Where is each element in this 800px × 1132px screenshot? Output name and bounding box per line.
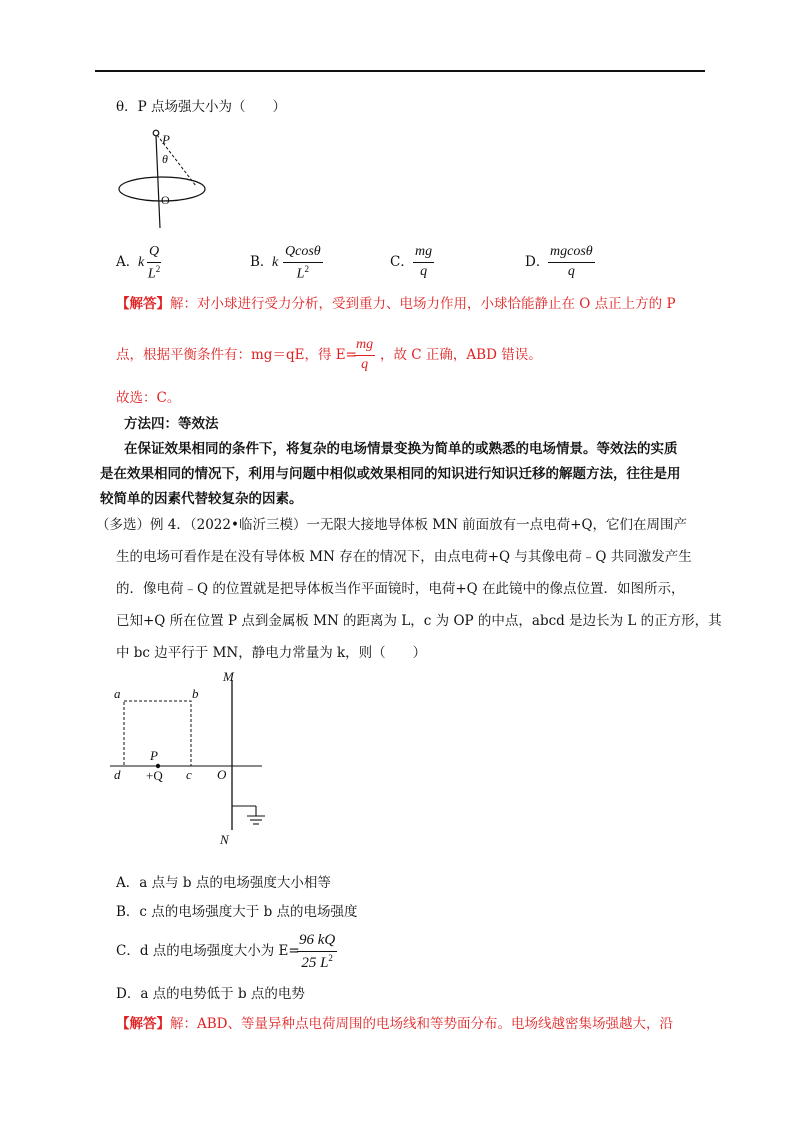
q1-option-a-den: L bbox=[147, 266, 156, 282]
q1-answer-tag: 【解答】 bbox=[116, 296, 170, 312]
q2-line-3: 的．像电荷﹣Q 的位置就是把导体板当作平面镜时，电荷+Q 在此镜中的像点位置．如图所示， bbox=[116, 581, 685, 597]
q1-option-c-den: q bbox=[420, 263, 428, 279]
method-line-3: 较简单的因素代替较复杂的因素。 bbox=[100, 491, 303, 507]
q2-figure-conductor bbox=[110, 668, 270, 848]
q2-option-c-num: 96 kQ bbox=[297, 933, 337, 952]
q2-answer-tag: 【解答】 bbox=[116, 1016, 170, 1032]
q2-option-c[interactable]: C．d 点的电场强度大小为 E= bbox=[116, 943, 300, 959]
q1-option-b-k: k bbox=[272, 255, 279, 270]
q1-string-line bbox=[156, 136, 160, 228]
q2-label-plusq: +Q bbox=[146, 768, 163, 783]
q1-option-a-den-exp: 2 bbox=[155, 263, 161, 274]
method-line-1: 在保证效果相同的条件下，将复杂的电场情景变换为简单的或熟悉的电场情景。等效法的实质 bbox=[124, 441, 678, 457]
q2-option-b[interactable]: B．c 点的电场强度大于 b 点的电场强度 bbox=[116, 904, 358, 920]
q2-answer-text: 解：ABD、等量异种点电荷周围的电场线和等势面分布。电场线越密集场强越大，沿 bbox=[170, 1016, 673, 1032]
q2-label-p: P bbox=[150, 748, 158, 763]
header-rule bbox=[95, 70, 705, 72]
q1-option-c-frac bbox=[413, 245, 434, 279]
q1-answer-frac-den: q bbox=[361, 356, 369, 372]
q1-answer-line1 bbox=[116, 298, 676, 312]
q1-answer-frac-num: mg bbox=[354, 338, 375, 356]
q1-answer-line2-b: ，故 C 正确，ABD 错误。 bbox=[380, 347, 542, 363]
q2-line-2: 生的电场可看作是在没有导体板 MN 存在的情况下，由点电荷+Q 与其像电荷﹣Q 共同激发产生 bbox=[116, 549, 692, 565]
q1-option-a-num: Q bbox=[147, 245, 161, 263]
method-title: 方法四：等效法 bbox=[124, 416, 219, 432]
q2-option-c-frac bbox=[297, 933, 337, 972]
q1-option-d-den: q bbox=[567, 263, 575, 279]
q1-option-b-num: Qcosθ bbox=[283, 245, 323, 263]
q2-label-d: d bbox=[114, 767, 121, 782]
q2-answer-line bbox=[116, 1018, 673, 1032]
q2-option-a[interactable]: A．a 点与 b 点的电场强度大小相等 bbox=[116, 875, 331, 891]
q2-label-o: O bbox=[217, 767, 227, 782]
q1-option-a-letter[interactable]: A． bbox=[116, 254, 140, 270]
q2-label-c: c bbox=[186, 767, 192, 782]
q1-option-a-frac bbox=[147, 245, 161, 282]
q1-point-p-dot bbox=[153, 130, 159, 136]
q1-choice: 故选：C。 bbox=[116, 390, 181, 406]
q2-line-1: （多选）例 4．（2022•临沂三模）一无限大接地导体板 MN 前面放有一点电荷+Q，它们在周围产 bbox=[96, 517, 688, 533]
q2-label-n: N bbox=[220, 832, 229, 847]
q1-answer-text-1: 解：对小球进行受力分析，受到重力、电场力作用，小球恰能静止在 O 点正上方的 P bbox=[170, 296, 676, 312]
q2-label-b: b bbox=[192, 686, 199, 701]
q2-line-4: 已知+Q 所在位置 P 点到金属板 MN 的距离为 L，c 为 OP 的中点，abcd 是边长为 L 的正方形，其 bbox=[116, 613, 722, 629]
method-line-2: 是在效果相同的情况下，利用与问题中相似或效果相同的知识进行知识迁移的解题方法，往往是用 bbox=[100, 466, 681, 482]
q1-option-d-frac bbox=[548, 245, 595, 279]
q1-option-b-letter[interactable]: B． bbox=[250, 254, 274, 270]
q1-option-b-den: L bbox=[296, 266, 305, 282]
q1-option-c-num: mg bbox=[413, 245, 434, 263]
q2-label-a: a bbox=[114, 686, 121, 701]
q1-answer-line2-a: 点，根据平衡条件有：mg＝qE，得 E= bbox=[116, 347, 357, 363]
q1-stem: θ．P 点场强大小为（ ） bbox=[116, 99, 287, 115]
q2-line-5: 中 bc 边平行于 MN，静电力常量为 k，则（ ） bbox=[116, 645, 427, 661]
q1-option-d-num: mgcosθ bbox=[548, 245, 595, 263]
q2-option-c-den: 25 L bbox=[301, 954, 329, 971]
q1-option-a-k: k bbox=[138, 255, 145, 270]
q1-option-d-letter[interactable]: D． bbox=[525, 254, 550, 270]
q1-label-theta: θ bbox=[162, 152, 168, 166]
q1-option-b-den-exp: 2 bbox=[304, 263, 309, 274]
q1-figure-cone bbox=[110, 122, 220, 232]
q1-answer-frac bbox=[354, 338, 375, 372]
q1-option-b-frac bbox=[283, 245, 323, 282]
q1-label-o: O bbox=[161, 193, 170, 207]
q2-option-c-den-exp: 2 bbox=[328, 952, 333, 963]
q2-option-d[interactable]: D．a 点的电势低于 b 点的电势 bbox=[116, 986, 305, 1002]
q1-label-p: P bbox=[162, 132, 170, 147]
q2-label-m: M bbox=[223, 669, 234, 684]
q1-option-c-letter[interactable]: C． bbox=[390, 254, 414, 270]
